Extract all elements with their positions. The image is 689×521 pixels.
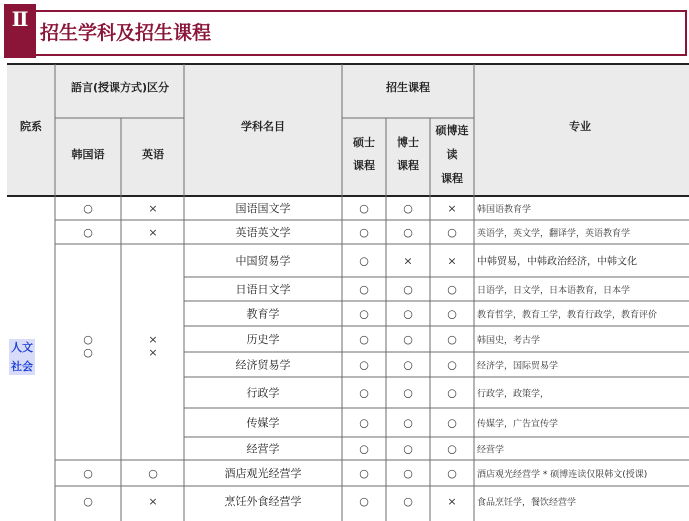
korean-mark-group: ○	[83, 346, 93, 359]
combined-mark: ○	[447, 467, 457, 480]
doctor-mark: ○	[403, 442, 413, 456]
doctor-mark: ○	[403, 226, 413, 239]
english-mark: ×	[148, 495, 158, 508]
header-courses: 招生课程	[386, 81, 430, 94]
doctor-mark: ○	[403, 202, 413, 215]
korean-mark: ○	[83, 467, 93, 480]
header-doctor-line1: 博士	[397, 136, 419, 149]
subject-name: 行政学	[246, 386, 280, 400]
combined-mark: ○	[447, 416, 457, 430]
header-doctor-line2: 课程	[397, 159, 419, 172]
master-mark: ○	[359, 333, 369, 346]
header-subject: 学科名目	[241, 120, 285, 133]
korean-mark: ○	[83, 202, 93, 215]
subject-name: 历史学	[246, 333, 280, 346]
master-mark: ○	[359, 358, 369, 372]
subject-name: 传媒学	[246, 416, 280, 430]
master-mark: ○	[359, 283, 369, 296]
major-text: 韩国语教育学	[477, 205, 532, 215]
doctor-mark: ○	[403, 386, 413, 400]
table-body	[83, 202, 657, 508]
major-text: 英语学，英文学，翻译学，英语教育学	[477, 229, 631, 239]
master-mark: ○	[359, 495, 369, 508]
combined-mark: ○	[447, 333, 457, 346]
english-mark-group: ×	[148, 346, 158, 359]
english-mark: ○	[148, 467, 158, 480]
major-text: 教育哲学，教育工学，教育行政学，教育评价	[477, 310, 658, 321]
subject-name: 酒店观光经营学	[224, 467, 302, 480]
master-mark: ○	[359, 202, 369, 215]
header-master-line2: 课程	[353, 159, 375, 172]
subject-name: 英语英文学	[235, 226, 291, 239]
doctor-mark: ○	[403, 467, 413, 480]
major-text: 经济学，国际贸易学	[477, 361, 559, 372]
combined-mark: ○	[447, 226, 457, 239]
header-english: 英语	[142, 148, 164, 161]
major-text: 食品烹饪学，餐饮经营学	[477, 498, 577, 508]
korean-mark: ○	[83, 495, 93, 508]
section-number: Ⅱ	[11, 7, 29, 31]
combined-mark: ×	[447, 202, 457, 215]
master-mark: ○	[359, 307, 369, 321]
combined-mark: ○	[447, 386, 457, 400]
combined-mark: ○	[447, 283, 457, 296]
major-text: 酒店观光经营学 * 硕博连读仅限韩文(授课)	[477, 470, 648, 480]
doctor-mark: ×	[403, 254, 413, 268]
subject-name: 烹饪外食经营学	[224, 495, 302, 508]
subject-name: 经济贸易学	[235, 358, 291, 372]
korean-mark: ○	[83, 226, 93, 239]
subject-name: 中国贸易学	[235, 254, 291, 268]
doctor-mark: ○	[403, 283, 413, 296]
major-text: 中韩贸易，中韩政治经济，中韩文化	[477, 256, 637, 268]
major-text: 传媒学，广告宣传学	[477, 419, 559, 430]
combined-mark: ×	[447, 254, 457, 268]
subject-name: 日语日文学	[235, 283, 291, 296]
combined-mark: ×	[447, 495, 457, 508]
major-text: 韩国史，考古学	[477, 336, 541, 346]
master-mark: ○	[359, 442, 369, 456]
english-mark: ×	[148, 202, 158, 215]
master-mark: ○	[359, 226, 369, 239]
header-korean: 韩国语	[71, 148, 105, 161]
master-mark: ○	[359, 416, 369, 430]
subject-name: 国语国文学	[235, 202, 291, 215]
major-text: 行政学，政策学，	[477, 389, 550, 400]
header-combined-line2: 读	[446, 148, 458, 161]
master-mark: ○	[359, 254, 369, 268]
subject-name: 经营学	[246, 442, 280, 456]
doctor-mark: ○	[403, 358, 413, 372]
english-mark: ×	[148, 226, 158, 239]
combined-mark: ○	[447, 307, 457, 321]
department-name-line1: 人文	[11, 341, 33, 354]
header-department: 院系	[20, 120, 42, 133]
major-text: 日语学，日文学，日本语教育，日本学	[477, 286, 631, 296]
header-master-line1: 硕士	[353, 136, 375, 149]
header-combined-line1: 硕博连	[435, 124, 469, 137]
department-name-line2: 社会	[11, 360, 33, 373]
section-title: 招生学科及招生课程	[40, 22, 212, 44]
doctor-mark: ○	[403, 495, 413, 508]
doctor-mark: ○	[403, 416, 413, 430]
major-text: 经营学	[477, 445, 505, 456]
combined-mark: ○	[447, 358, 457, 372]
korean-mark: ○	[83, 333, 93, 346]
header-language: 語言(授课方式)区分	[70, 81, 170, 94]
master-mark: ○	[359, 386, 369, 400]
subject-name: 教育学	[246, 307, 280, 321]
english-mark: ×	[148, 333, 158, 346]
header-combined-line3: 课程	[441, 172, 463, 185]
master-mark: ○	[359, 467, 369, 480]
doctor-mark: ○	[403, 307, 413, 321]
doctor-mark: ○	[403, 333, 413, 346]
combined-mark: ○	[447, 442, 457, 456]
header-major: 专业	[569, 120, 591, 133]
